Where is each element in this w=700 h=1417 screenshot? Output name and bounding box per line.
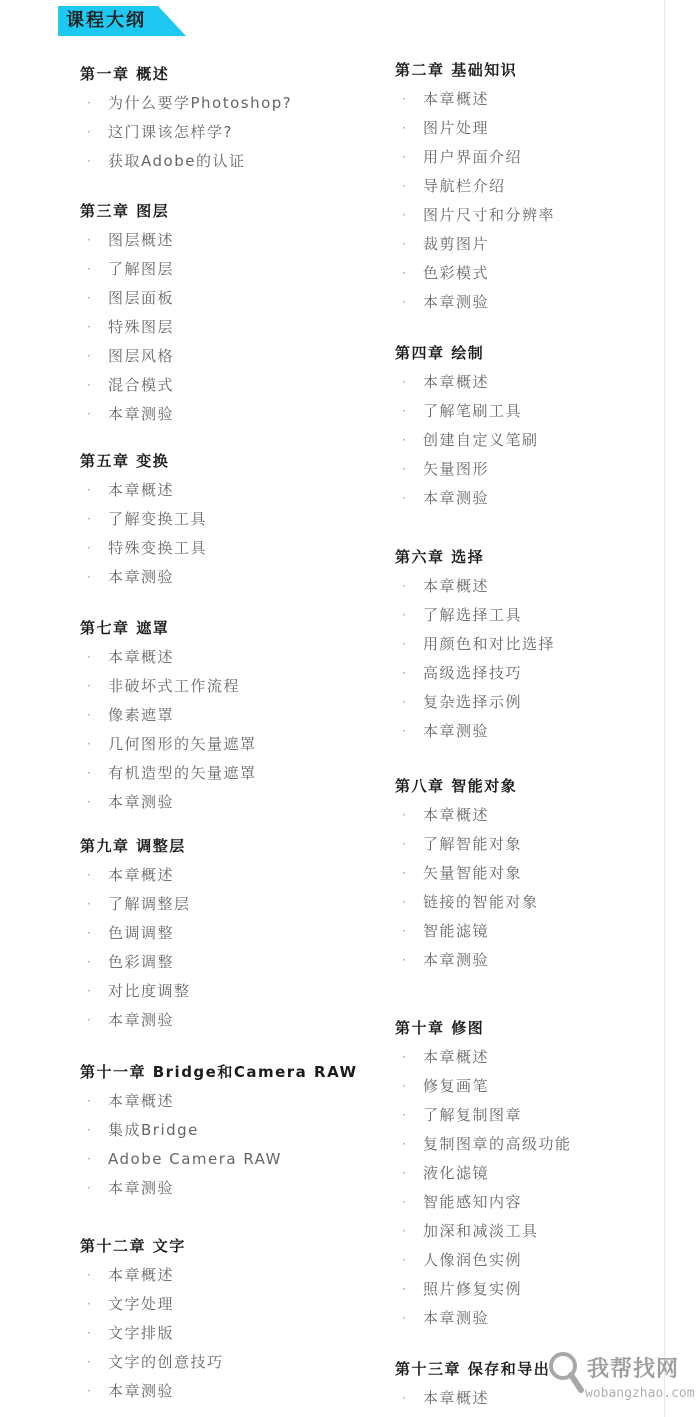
- bullet-icon: ·: [402, 150, 408, 164]
- chapter-title: 第十二章 文字: [80, 1237, 186, 1255]
- list-item: [80, 861, 191, 890]
- list-item-label: 本章测验: [423, 1309, 490, 1327]
- bullet-icon: ·: [87, 378, 93, 392]
- list-item: [80, 759, 257, 788]
- list-item-label: 链接的智能对象: [423, 893, 539, 911]
- list-item-label: 了解复制图章: [423, 1106, 523, 1124]
- bullet-icon: ·: [402, 1224, 408, 1238]
- list-item-label: 矢量图形: [423, 460, 490, 478]
- list-item: [395, 946, 539, 975]
- list-item: [395, 85, 555, 114]
- bullet-icon: ·: [87, 483, 93, 497]
- list-item: [80, 400, 174, 429]
- chapter-title: 第二章 基础知识: [395, 61, 518, 79]
- bullet-icon: ·: [402, 375, 408, 389]
- list-item: [80, 1116, 358, 1145]
- list-item-label: 修复画笔: [423, 1077, 490, 1095]
- bullet-icon: ·: [402, 404, 408, 418]
- chapter-5: [80, 447, 207, 592]
- list-item-label: 本章概述: [108, 1266, 175, 1284]
- bullet-icon: ·: [402, 1253, 408, 1267]
- bullet-icon: ·: [87, 1152, 93, 1166]
- list-item: [395, 1246, 572, 1275]
- chapter-4: [395, 339, 539, 513]
- chapter-title: 第十三章 保存和导出: [395, 1360, 551, 1378]
- list-item: [80, 890, 191, 919]
- list-item: [395, 1275, 572, 1304]
- chapter-title: 第一章 概述: [80, 65, 170, 83]
- list-item: [80, 948, 191, 977]
- bullet-icon: ·: [402, 895, 408, 909]
- list-item-label: 图层面板: [108, 289, 175, 307]
- bullet-icon: ·: [402, 666, 408, 680]
- list-item-label: 智能滤镜: [423, 922, 490, 940]
- list-item: [395, 601, 555, 630]
- bullet-icon: ·: [402, 1050, 408, 1064]
- list-item: [80, 788, 257, 817]
- list-item: [395, 143, 555, 172]
- list-item: [80, 1174, 358, 1203]
- bullet-icon: ·: [402, 808, 408, 822]
- chapter-11: [80, 1058, 358, 1203]
- list-item-label: 本章测验: [108, 1011, 175, 1029]
- list-item-label: 本章测验: [423, 722, 490, 740]
- bullet-icon: ·: [402, 1195, 408, 1209]
- list-item-label: 本章测验: [108, 568, 175, 586]
- list-item: [80, 342, 174, 371]
- bullet-icon: ·: [87, 407, 93, 421]
- list-item: [395, 1072, 572, 1101]
- list-item-label: 图层风格: [108, 347, 175, 365]
- list-item: [395, 859, 539, 888]
- list-item-label: 高级选择技巧: [423, 664, 523, 682]
- list-item: [395, 426, 539, 455]
- list-item-label: 本章概述: [108, 648, 175, 666]
- bullet-icon: ·: [87, 1094, 93, 1108]
- list-item: [395, 201, 555, 230]
- list-item-label: 了解智能对象: [423, 835, 523, 853]
- list-item-label: 本章概述: [423, 1389, 490, 1407]
- list-item: [395, 888, 539, 917]
- list-item-label: 本章概述: [423, 577, 490, 595]
- list-item-label: 文字排版: [108, 1324, 175, 1342]
- bullet-icon: ·: [402, 1108, 408, 1122]
- list-item-label: 色彩调整: [108, 953, 175, 971]
- chapter-8: [395, 772, 539, 975]
- right-divider: [664, 0, 665, 1417]
- chapter-title: 第四章 绘制: [395, 344, 485, 362]
- list-item: [80, 1006, 191, 1035]
- chapter-12: [80, 1232, 224, 1406]
- list-item-label: 了解图层: [108, 260, 175, 278]
- list-item-label: 图片处理: [423, 119, 490, 137]
- bullet-icon: ·: [87, 154, 93, 168]
- bullet-icon: ·: [87, 766, 93, 780]
- chapter-1: [80, 60, 292, 176]
- list-item: [395, 484, 539, 513]
- bullet-icon: ·: [87, 291, 93, 305]
- list-item: [80, 534, 207, 563]
- list-item-label: 加深和减淡工具: [423, 1222, 539, 1240]
- list-item-label: 几何图形的矢量遮罩: [108, 735, 257, 753]
- list-item-label: 智能感知内容: [423, 1193, 523, 1211]
- list-item: [395, 368, 539, 397]
- bullet-icon: ·: [87, 1123, 93, 1137]
- list-item-label: 本章概述: [108, 1092, 175, 1110]
- list-item-label: 对比度调整: [108, 982, 191, 1000]
- list-item: [80, 919, 191, 948]
- list-item-label: 混合模式: [108, 376, 175, 394]
- chapter-title: 第五章 变换: [80, 452, 170, 470]
- list-item: [395, 688, 555, 717]
- bullet-icon: ·: [402, 266, 408, 280]
- list-item: [80, 1087, 358, 1116]
- list-item-label: 获取Adobe的认证: [108, 152, 246, 170]
- watermark: [545, 1346, 700, 1417]
- bullet-icon: ·: [402, 462, 408, 476]
- chapter-7: [80, 614, 257, 817]
- list-item-label: 图层概述: [108, 231, 175, 249]
- bullet-icon: ·: [402, 491, 408, 505]
- bullet-icon: ·: [87, 541, 93, 555]
- list-item-label: 为什么要学Photoshop?: [108, 94, 293, 112]
- list-item: [80, 226, 174, 255]
- list-item-label: 集成Bridge: [108, 1121, 199, 1139]
- list-item-label: 复杂选择示例: [423, 693, 523, 711]
- list-item: [395, 1304, 572, 1333]
- list-item-label: 了解笔刷工具: [423, 402, 523, 420]
- chapter-13: [395, 1355, 550, 1413]
- list-item: [80, 1290, 224, 1319]
- bullet-icon: ·: [87, 570, 93, 584]
- chapter-3: [80, 197, 174, 429]
- list-item: [80, 118, 292, 147]
- list-item: [80, 1348, 224, 1377]
- list-item: [80, 1319, 224, 1348]
- bullet-icon: ·: [402, 953, 408, 967]
- bullet-icon: ·: [87, 1013, 93, 1027]
- list-item: [80, 505, 207, 534]
- chapter-6: [395, 543, 555, 746]
- bullet-icon: ·: [87, 984, 93, 998]
- bullet-icon: ·: [402, 121, 408, 135]
- list-item: [80, 371, 174, 400]
- list-item-label: 导航栏介绍: [423, 177, 506, 195]
- bullet-icon: ·: [402, 637, 408, 651]
- chapter-title: 第八章 智能对象: [395, 777, 518, 795]
- bullet-icon: ·: [87, 320, 93, 334]
- list-item-label: 裁剪图片: [423, 235, 490, 253]
- bullet-icon: ·: [402, 724, 408, 738]
- list-item: [395, 172, 555, 201]
- bullet-icon: ·: [87, 868, 93, 882]
- list-item: [80, 701, 257, 730]
- chapter-9: [80, 832, 191, 1035]
- list-item-label: 照片修复实例: [423, 1280, 523, 1298]
- list-item-label: 本章测验: [423, 489, 490, 507]
- bullet-icon: ·: [402, 579, 408, 593]
- bullet-icon: ·: [402, 866, 408, 880]
- list-item-label: 这门课该怎样学?: [108, 123, 233, 141]
- bullet-icon: ·: [402, 608, 408, 622]
- list-item: [395, 659, 555, 688]
- list-item: [395, 1101, 572, 1130]
- list-item-label: 本章概述: [423, 90, 490, 108]
- chapter-title: 第十一章 Bridge和Camera RAW: [80, 1063, 358, 1081]
- list-item-label: 创建自定义笔刷: [423, 431, 539, 449]
- watermark-url: wobangzhao.com: [585, 1386, 695, 1401]
- bullet-icon: ·: [402, 92, 408, 106]
- list-item-label: Adobe Camera RAW: [108, 1150, 282, 1168]
- bullet-icon: ·: [87, 897, 93, 911]
- bullet-icon: ·: [402, 179, 408, 193]
- list-item: [395, 1159, 572, 1188]
- bullet-icon: ·: [87, 1355, 93, 1369]
- bullet-icon: ·: [87, 955, 93, 969]
- bullet-icon: ·: [402, 208, 408, 222]
- list-item-label: 特殊图层: [108, 318, 175, 336]
- list-item-label: 文字处理: [108, 1295, 175, 1313]
- bullet-icon: ·: [87, 1181, 93, 1195]
- list-item: [395, 230, 555, 259]
- list-item: [395, 114, 555, 143]
- bullet-icon: ·: [402, 1391, 408, 1405]
- bullet-icon: ·: [87, 1326, 93, 1340]
- list-item: [395, 455, 539, 484]
- list-item-label: 了解选择工具: [423, 606, 523, 624]
- list-item-label: 本章测验: [108, 405, 175, 423]
- bullet-icon: ·: [87, 795, 93, 809]
- list-item: [80, 643, 257, 672]
- list-item-label: 本章测验: [423, 293, 490, 311]
- list-item-label: 非破坏式工作流程: [108, 677, 241, 695]
- list-item: [80, 255, 174, 284]
- bullet-icon: ·: [87, 737, 93, 751]
- bullet-icon: ·: [402, 1282, 408, 1296]
- list-item-label: 复制图章的高级功能: [423, 1135, 572, 1153]
- list-item-label: 特殊变换工具: [108, 539, 208, 557]
- bullet-icon: ·: [402, 433, 408, 447]
- list-item-label: 文字的创意技巧: [108, 1353, 224, 1371]
- bullet-icon: ·: [402, 1166, 408, 1180]
- list-item-label: 本章概述: [108, 481, 175, 499]
- bullet-icon: ·: [87, 125, 93, 139]
- list-item-label: 本章测验: [108, 793, 175, 811]
- bullet-icon: ·: [87, 233, 93, 247]
- list-item-label: 像素遮罩: [108, 706, 175, 724]
- list-item: [395, 1043, 572, 1072]
- bullet-icon: ·: [87, 262, 93, 276]
- list-item: [395, 630, 555, 659]
- list-item-label: 本章概述: [423, 1048, 490, 1066]
- list-item: [395, 572, 555, 601]
- list-item-label: 色调调整: [108, 924, 175, 942]
- bullet-icon: ·: [402, 1079, 408, 1093]
- list-item-label: 用户界面介绍: [423, 148, 523, 166]
- bullet-icon: ·: [87, 512, 93, 526]
- list-item-label: 本章概述: [423, 373, 490, 391]
- list-item: [80, 89, 292, 118]
- list-item-label: 本章概述: [423, 806, 490, 824]
- list-item: [395, 259, 555, 288]
- list-item: [80, 730, 257, 759]
- list-item-label: 用颜色和对比选择: [423, 635, 556, 653]
- bullet-icon: ·: [402, 924, 408, 938]
- list-item-label: 了解变换工具: [108, 510, 208, 528]
- list-item: [80, 1145, 358, 1174]
- list-item: [80, 563, 207, 592]
- list-item-label: 人像润色实例: [423, 1251, 523, 1269]
- bullet-icon: ·: [402, 295, 408, 309]
- list-item: [395, 1384, 550, 1413]
- bullet-icon: ·: [402, 837, 408, 851]
- list-item: [80, 1261, 224, 1290]
- list-item: [395, 1217, 572, 1246]
- bullet-icon: ·: [87, 1384, 93, 1398]
- list-item: [395, 1188, 572, 1217]
- chapter-title: 第十章 修图: [395, 1019, 485, 1037]
- chapter-title: 第七章 遮罩: [80, 619, 170, 637]
- list-item: [80, 147, 292, 176]
- bullet-icon: ·: [87, 1297, 93, 1311]
- bullet-icon: ·: [87, 650, 93, 664]
- list-item: [395, 801, 539, 830]
- bullet-icon: ·: [87, 679, 93, 693]
- list-item-label: 本章测验: [423, 951, 490, 969]
- list-item: [395, 917, 539, 946]
- magnifier-icon: [547, 1350, 585, 1394]
- chapter-title: 第九章 调整层: [80, 837, 186, 855]
- watermark-text: 我帮找网: [587, 1357, 680, 1382]
- list-item: [80, 284, 174, 313]
- chapter-title: 第六章 选择: [395, 548, 485, 566]
- bullet-icon: ·: [87, 708, 93, 722]
- list-item-label: 本章测验: [108, 1382, 175, 1400]
- bullet-icon: ·: [87, 349, 93, 363]
- list-item: [80, 672, 257, 701]
- list-item-label: 本章概述: [108, 866, 175, 884]
- bullet-icon: ·: [87, 96, 93, 110]
- list-item: [395, 1130, 572, 1159]
- list-item: [395, 288, 555, 317]
- list-item-label: 矢量智能对象: [423, 864, 523, 882]
- list-item: [80, 476, 207, 505]
- list-item: [80, 1377, 224, 1406]
- list-item: [80, 977, 191, 1006]
- bullet-icon: ·: [402, 237, 408, 251]
- bullet-icon: ·: [402, 695, 408, 709]
- list-item: [395, 717, 555, 746]
- list-item: [80, 313, 174, 342]
- bullet-icon: ·: [87, 1268, 93, 1282]
- list-item: [395, 397, 539, 426]
- bullet-icon: ·: [402, 1137, 408, 1151]
- list-item-label: 了解调整层: [108, 895, 191, 913]
- bullet-icon: ·: [87, 926, 93, 940]
- list-item: [395, 830, 539, 859]
- list-item-label: 色彩模式: [423, 264, 490, 282]
- list-item-label: 图片尺寸和分辨率: [423, 206, 556, 224]
- list-item-label: 有机造型的矢量遮罩: [108, 764, 257, 782]
- chapter-10: [395, 1014, 572, 1333]
- bullet-icon: ·: [402, 1311, 408, 1325]
- list-item-label: 本章测验: [108, 1179, 175, 1197]
- chapter-title: 第三章 图层: [80, 202, 170, 220]
- list-item-label: 液化滤镜: [423, 1164, 490, 1182]
- chapter-2: [395, 56, 555, 317]
- section-title: 课程大纲: [66, 10, 146, 31]
